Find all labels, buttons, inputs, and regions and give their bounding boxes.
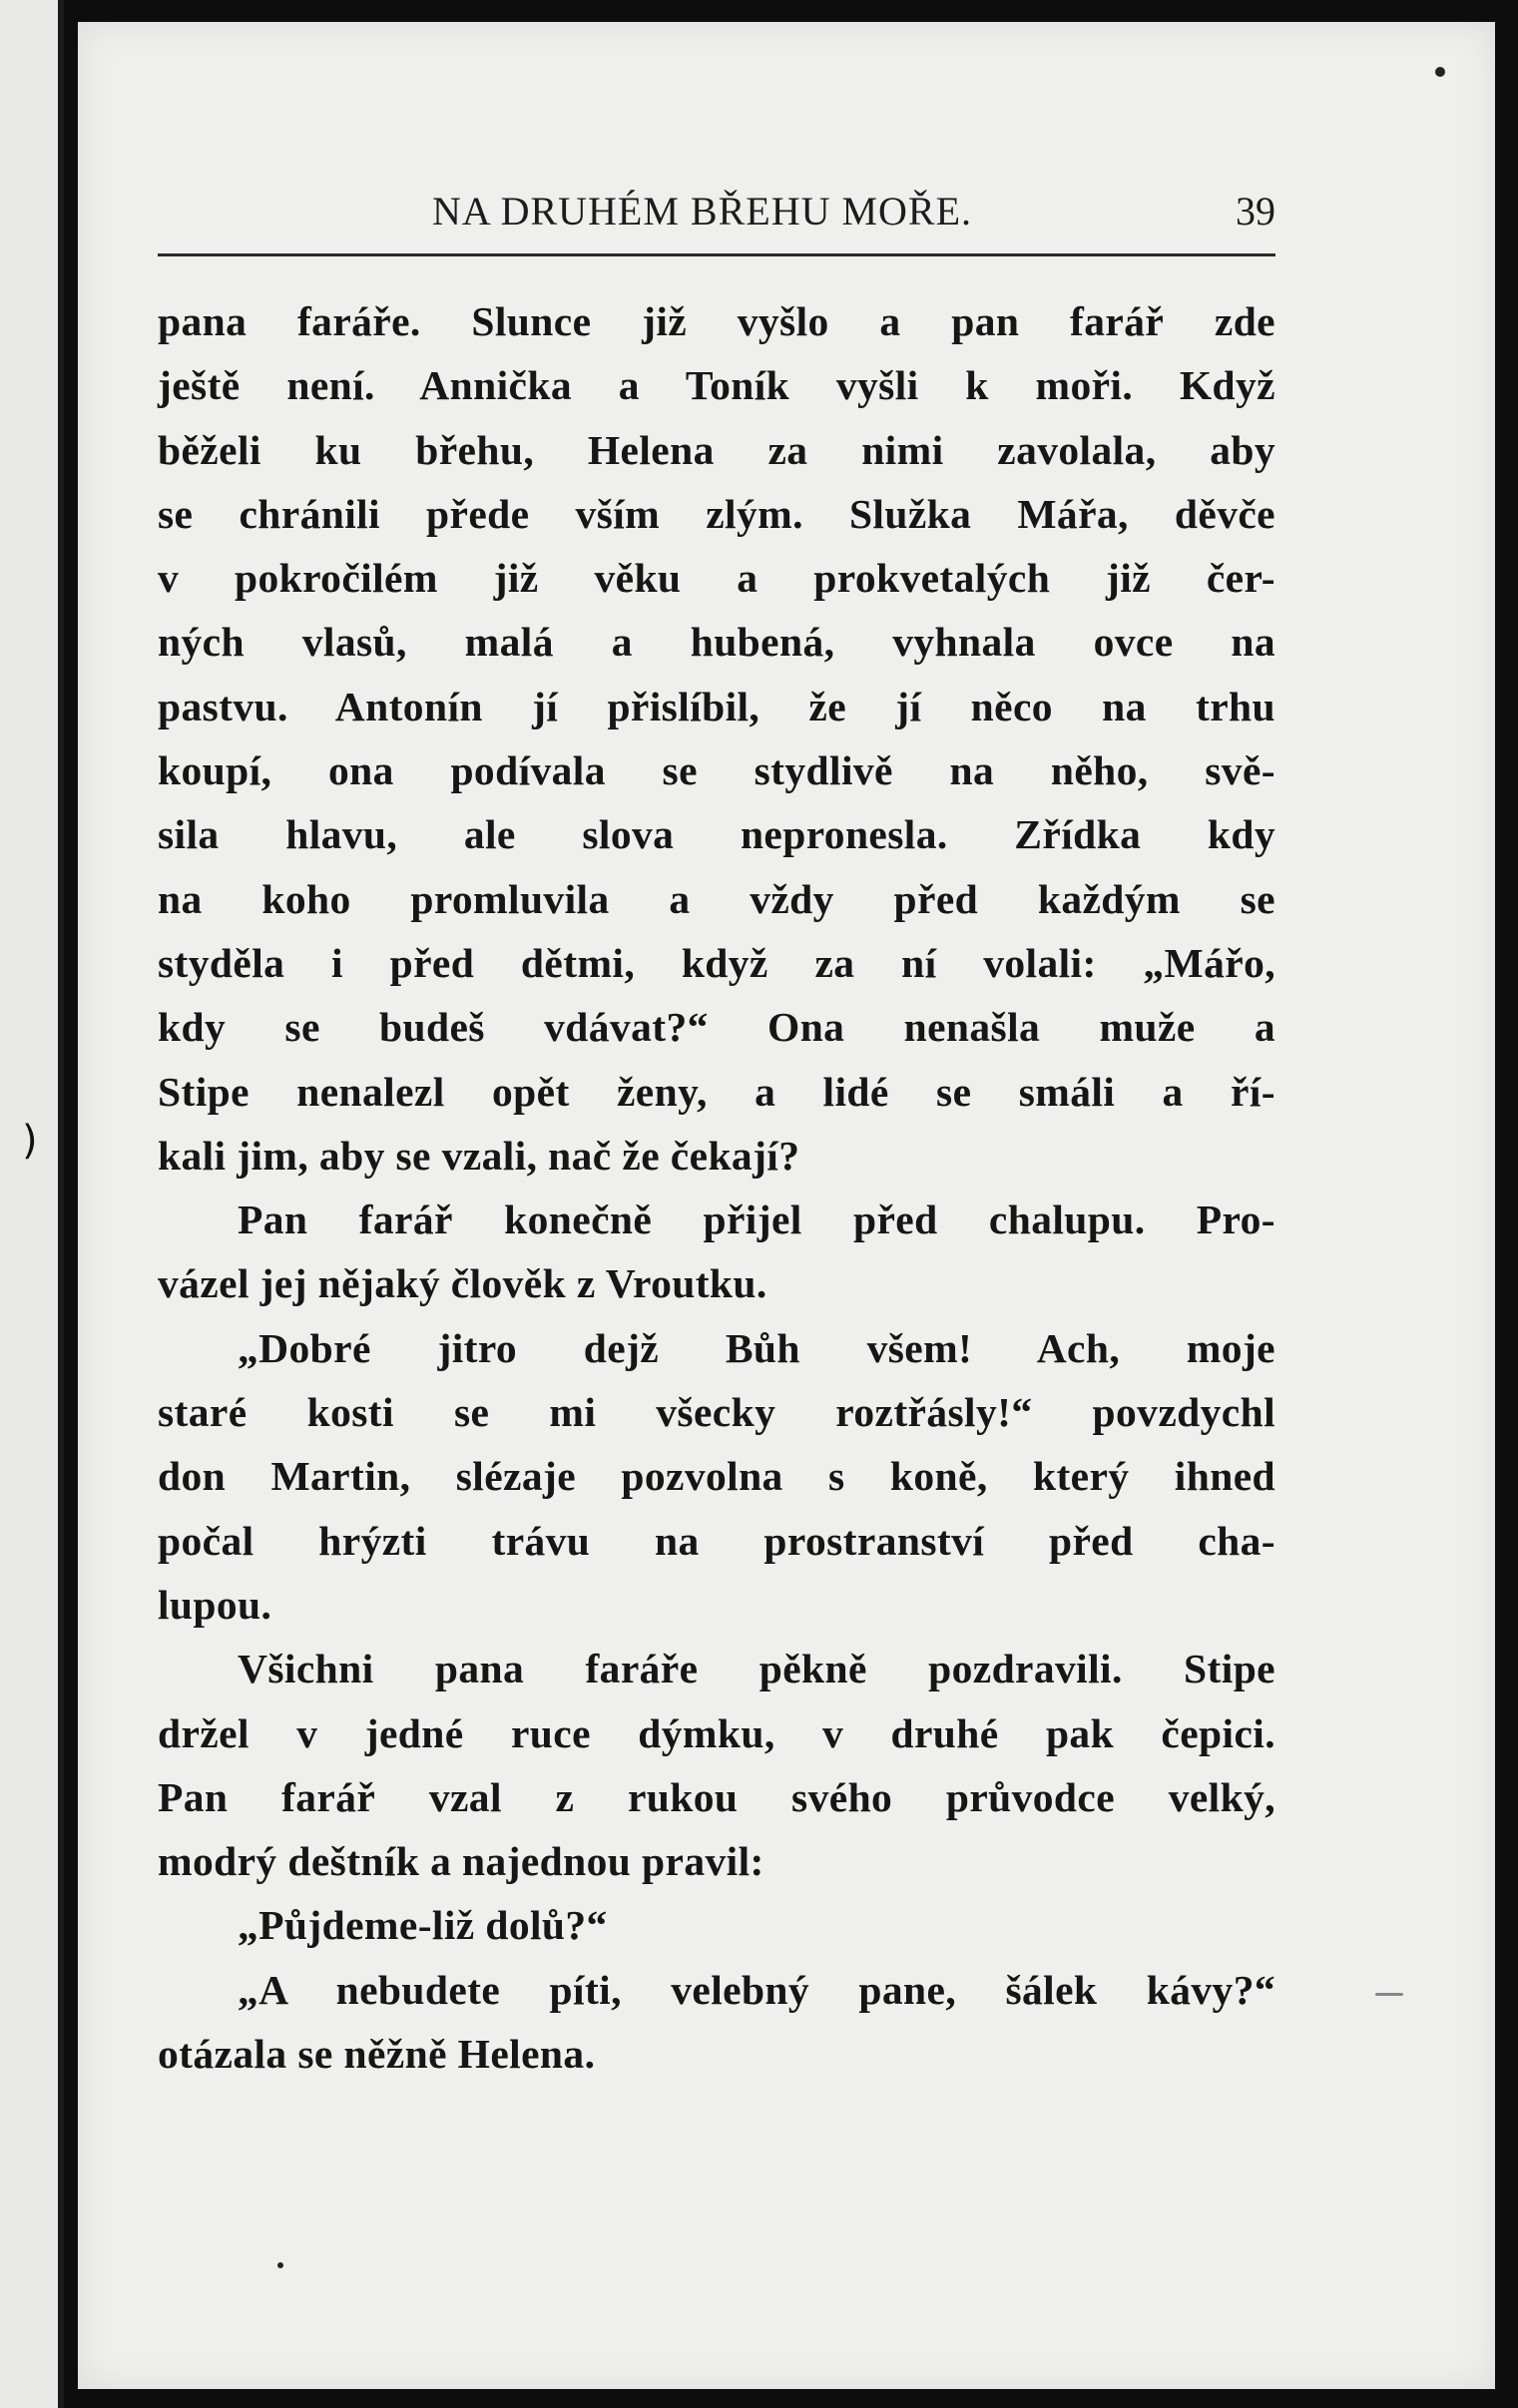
text-line: „Dobré jitro dejž Bůh všem! Ach, moje bbox=[238, 1324, 1275, 1371]
text-line: Pan farář vzal z rukou svého průvodce velký, bbox=[158, 1773, 1275, 1820]
text-line: Pan farář konečně přijel před chalupu. Pro- bbox=[238, 1197, 1275, 1243]
dust-speck bbox=[1435, 67, 1445, 77]
text-line: se chránili přede vším zlým. Služka Mářa, děvče bbox=[158, 490, 1275, 537]
text-line: styděla i před dětmi, když za ní volali: „Mářo, bbox=[158, 939, 1275, 986]
text-line: v pokročilém již věku a prokvetalých již čer- bbox=[158, 555, 1275, 602]
text-line: pana faráře. Slunce již vyšlo a pan farář zde bbox=[158, 298, 1275, 344]
text-line: staré kosti se mi všecky roztřásly!“ povzdychl bbox=[158, 1389, 1275, 1436]
body-text bbox=[158, 289, 1275, 2086]
text-line: sila hlavu, ale slova nepronesla. Zřídka kdy bbox=[158, 811, 1275, 858]
dust-speck bbox=[1375, 1993, 1403, 1996]
previous-page-edge bbox=[0, 0, 64, 2408]
page-header bbox=[158, 168, 1275, 234]
text-line: počal hrýzti trávu na prostranství před cha- bbox=[158, 1517, 1275, 1564]
text-line: otázala se něžně Helena. bbox=[158, 2031, 596, 2078]
text-line: ještě není. Annička a Toník vyšli k moři. Když bbox=[158, 362, 1275, 409]
text-line: pastvu. Antonín jí přislíbil, že jí něco na trhu bbox=[158, 683, 1275, 729]
text-line: lupou. bbox=[158, 1581, 272, 1628]
text-line: ných vlasů, malá a hubená, vyhnala ovce na bbox=[158, 619, 1275, 666]
text-line: držel v jedné ruce dýmku, v druhé pak čepici. bbox=[158, 1709, 1275, 1756]
page-number: 39 bbox=[1236, 189, 1275, 234]
header-rule bbox=[158, 253, 1275, 256]
text-line: vázel jej nějaký člověk z Vroutku. bbox=[158, 1260, 767, 1307]
text-line: běželi ku břehu, Helena za nimi zavolala, aby bbox=[158, 426, 1275, 473]
text-line: „A nebudete píti, velebný pane, šálek kávy?“ bbox=[238, 1966, 1275, 2013]
text-line: don Martin, slézaje pozvolna s koně, který ihned bbox=[158, 1453, 1275, 1500]
text-line: na koho promluvila a vždy před každým se bbox=[158, 875, 1275, 922]
text-line: modrý deštník a najednou pravil: bbox=[158, 1838, 764, 1885]
text-line: Stipe nenalezl opět ženy, a lidé se smáli a ří- bbox=[158, 1068, 1275, 1115]
dust-speck bbox=[277, 2262, 283, 2268]
text-line: kali jim, aby se vzali, nač že čekají? bbox=[158, 1132, 800, 1179]
text-line: „Půjdeme-liž dolů?“ bbox=[238, 1902, 608, 1949]
margin-mark: ) bbox=[22, 1118, 38, 1164]
text-line: koupí, ona podívala se stydlivě na něho, svě- bbox=[158, 747, 1275, 794]
running-title: NA DRUHÉM BŘEHU MOŘE. bbox=[432, 189, 973, 234]
text-line: kdy se budeš vdávat?“ Ona nenašla muže a bbox=[158, 1004, 1275, 1051]
text-line: Všichni pana faráře pěkně pozdravili. Stipe bbox=[238, 1646, 1275, 1692]
